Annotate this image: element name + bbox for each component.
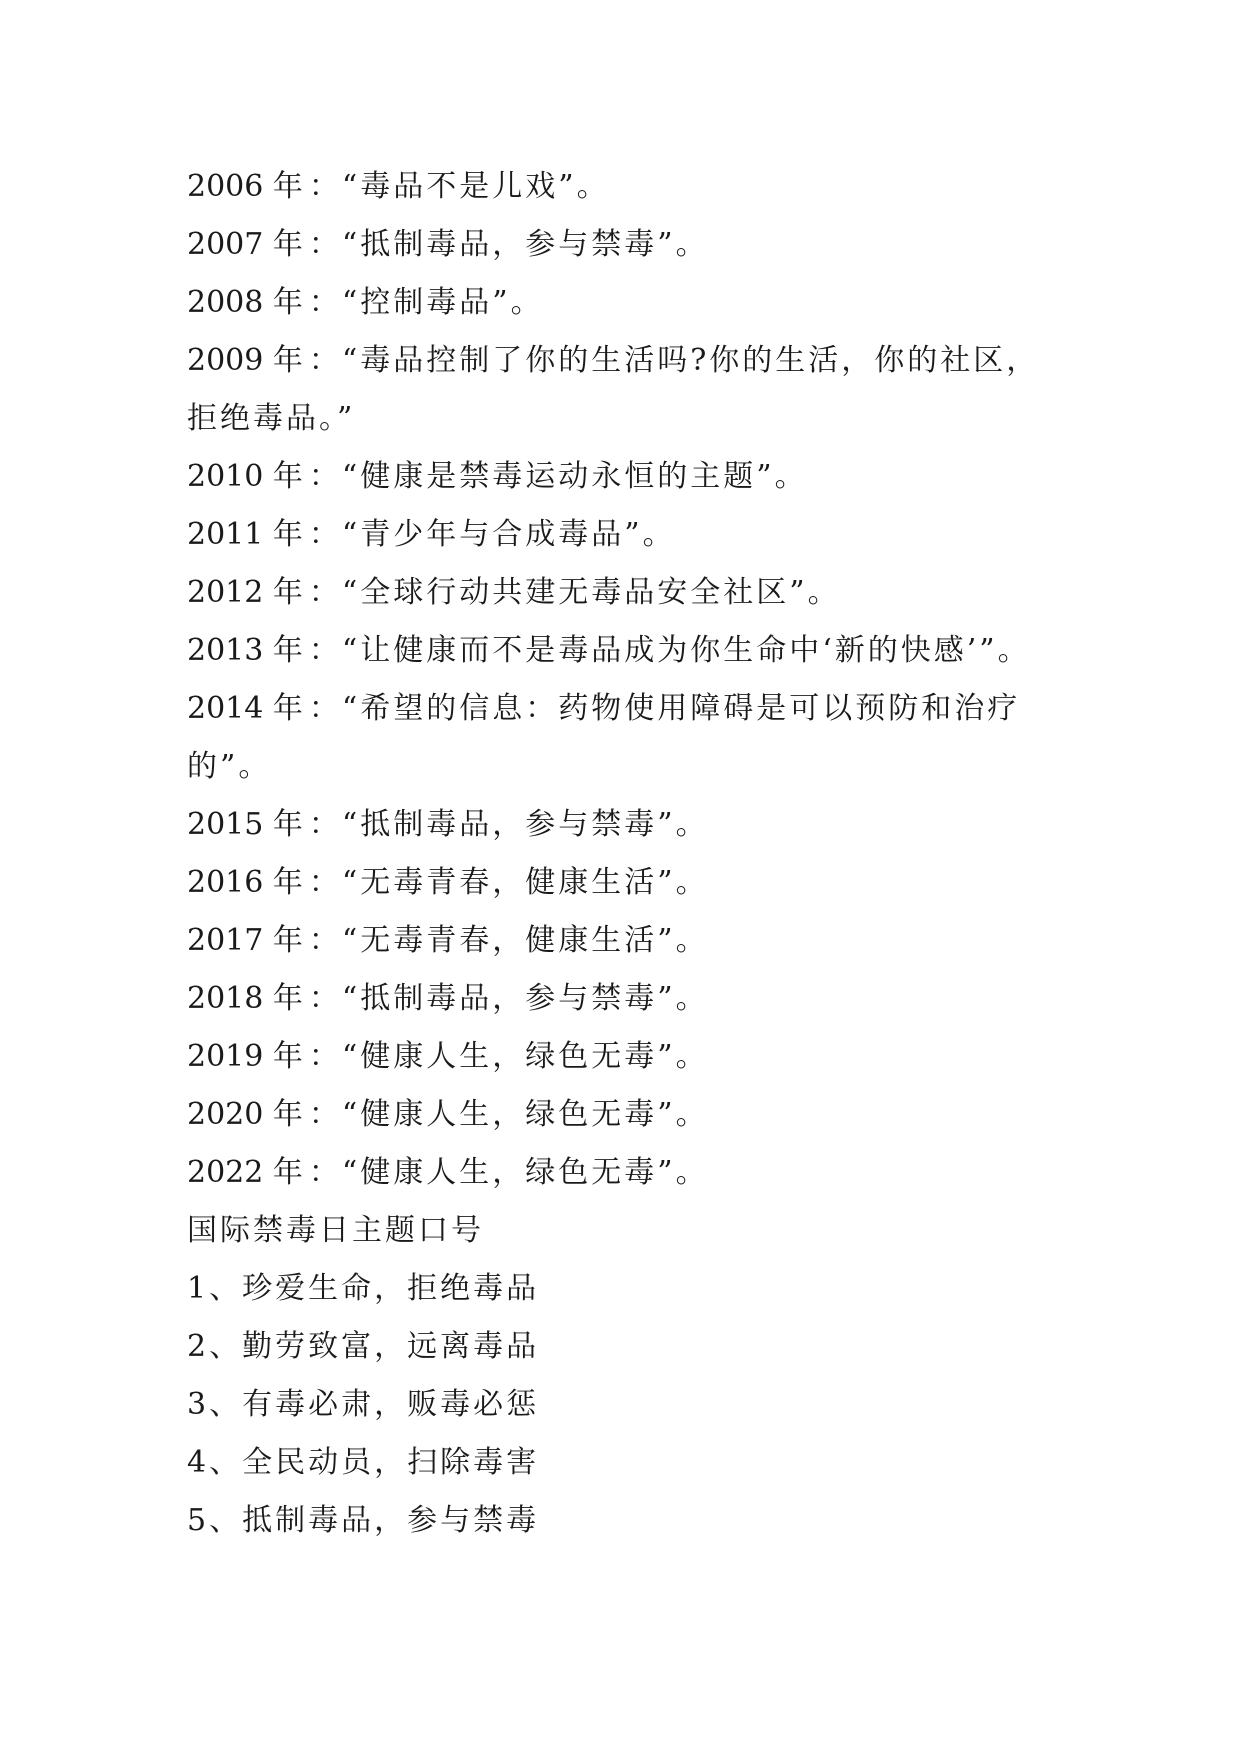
slogan-item: 1、珍爱生命，拒绝毒品 [187,1271,540,1306]
theme-year: 2018 年 [187,981,303,1016]
theme-text: ：“希望的信息：药物使用障碍是可以预防和治疗的”。 [187,691,1021,784]
theme-year: 2014 年 [187,691,303,726]
theme-year: 2016 年 [187,865,303,900]
theme-text: ：“控制毒品”。 [308,285,544,320]
theme-entry-2010 [187,448,1057,506]
theme-text: ：“毒品控制了你的生活吗?你的生活，你的社区，拒绝毒品。” [187,343,1040,436]
theme-year: 2010 年 [187,459,303,494]
theme-year: 2006 年 [187,169,303,204]
theme-text: ：“健康人生，绿色无毒”。 [308,1097,709,1132]
theme-entry-2015 [187,796,1057,854]
theme-text: ：“毒品不是儿戏”。 [308,169,610,204]
slogan-item: 2、勤劳致富，远离毒品 [187,1329,540,1364]
theme-text: ：“健康人生，绿色无毒”。 [308,1039,709,1074]
theme-entry-2009 [187,332,1057,448]
theme-text: ：“让健康而不是毒品成为你生命中‘新的快感’”。 [308,633,1031,668]
theme-year: 2007 年 [187,227,303,262]
theme-text: ：“抵制毒品，参与禁毒”。 [308,227,709,262]
theme-entry-2020 [187,1086,1057,1144]
slogan-list [187,1260,1057,1550]
theme-year: 2013 年 [187,633,303,668]
theme-entry-2017 [187,912,1057,970]
document-body [187,158,1057,1550]
theme-entry-2013 [187,622,1057,680]
theme-year: 2015 年 [187,807,303,842]
theme-text: ：“无毒青春，健康生活”。 [308,865,709,900]
slogan-item: 4、全民动员，扫除毒害 [187,1445,540,1480]
theme-year: 2019 年 [187,1039,303,1074]
theme-entry-2014 [187,680,1057,796]
theme-entry-2011 [187,506,1057,564]
theme-entry-2016 [187,854,1057,912]
theme-text: ：“青少年与合成毒品”。 [308,517,676,552]
theme-list [187,158,1057,1202]
theme-text: ：“抵制毒品，参与禁毒”。 [308,981,709,1016]
theme-entry-2007 [187,216,1057,274]
theme-entry-2019 [187,1028,1057,1086]
theme-year: 2012 年 [187,575,303,610]
theme-text: ：“健康是禁毒运动永恒的主题”。 [308,459,808,494]
theme-text: ：“健康人生，绿色无毒”。 [308,1155,709,1190]
slogan-item: 3、有毒必肃，贩毒必惩 [187,1387,540,1422]
theme-entry-2008 [187,274,1057,332]
theme-year: 2022 年 [187,1155,303,1190]
slogan-item: 5、抵制毒品，参与禁毒 [187,1503,540,1538]
theme-year: 2008 年 [187,285,303,320]
theme-year: 2009 年 [187,343,303,378]
theme-entry-2022 [187,1144,1057,1202]
theme-entry-2018 [187,970,1057,1028]
theme-year: 2017 年 [187,923,303,958]
theme-year: 2020 年 [187,1097,303,1132]
theme-text: ：“无毒青春，健康生活”。 [308,923,709,958]
theme-text: ：“全球行动共建无毒品安全社区”。 [308,575,841,610]
theme-entry-2012 [187,564,1057,622]
theme-text: ：“抵制毒品，参与禁毒”。 [308,807,709,842]
theme-entry-2006 [187,158,1057,216]
section-heading: 国际禁毒日主题口号 [187,1213,484,1248]
theme-year: 2011 年 [187,517,303,552]
